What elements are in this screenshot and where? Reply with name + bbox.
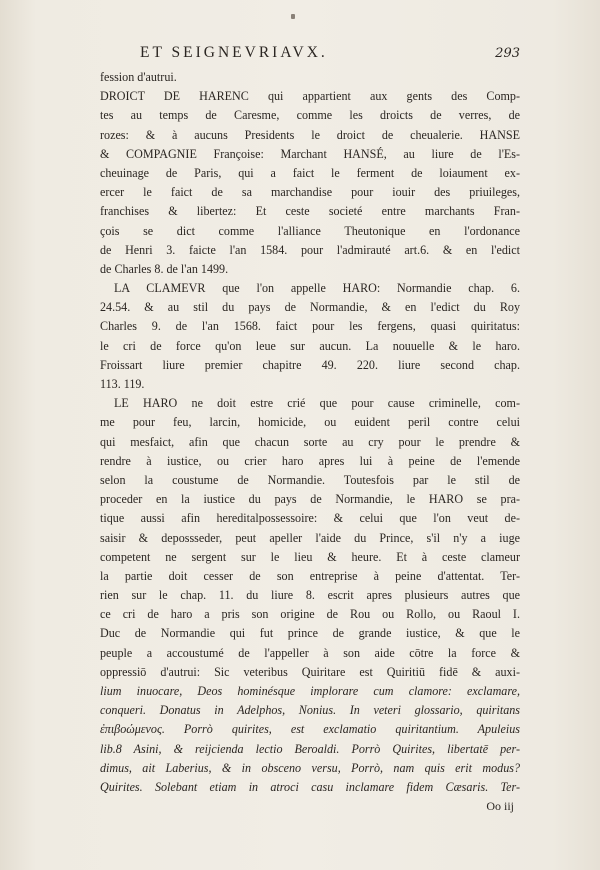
text-line: LE HARO ne doit estre crié que pour cause criminelle, com- [114,396,520,411]
text-line: proceder en la iustice du pays de Normandie, le HARO se pra- [100,492,520,507]
text-line: LA CLAMEVR que l'on appelle HARO: Normandie chap. 6. [114,281,520,296]
text-line: rendre à iustice, ou crier haro apres lui à peine de l'emende [100,453,520,468]
text-line: Duc de Normandie qui fut prince de grande iustice, & que le [100,626,520,641]
text-line: saisir & depossseder, peut apeller l'aide du Prince, s'il n'y a iuge [100,530,520,545]
text-line: Froissart liure premier chapitre 49. 220. liure second chap. [100,357,520,372]
text-line: fession d'autrui. [100,70,177,84]
text-line: qui mesfaict, afin que chacun sorte au cry pour le prendre & [100,434,520,449]
text-line: dimus, ait Laberius, & in obsceno versu, Porrò, nam quis erit modus? [100,760,520,775]
page-number: 293 [495,46,520,61]
text-line: cheuinage de Paris, qui a faict le ferment de loiaument ex- [100,165,520,180]
text-line: de Charles 8. de l'an 1499. [100,261,229,276]
ink-mark [291,14,295,19]
text-line: ercer le faict de sa marchandise pour iouir des priuileges, [100,185,520,200]
text-line: ἐπιβοώμενος. Porrò quirites, est exclamatio quiritantium. Apuleius [100,722,520,737]
running-head: ET SEIGNEVRIAVX. [140,44,328,61]
text-line: peuple a accoustumé de l'appeller à son aide cōtre la force & [100,645,520,660]
text-line: tique aussi afin hereditalpossessoire: & celui que l'on veut de- [100,511,520,526]
text-line: lib.8 Asini, & reijcienda lectio Beroaldi. Porrò Quirites, libertatē per- [100,741,520,756]
text-line: 113. 119. [100,377,145,391]
body-text [100,68,520,816]
text-line: Quirites. Solebant etiam in atroci casu inclamare fidem Cæsaris. Ter- [100,779,520,794]
text-line: DROICT DE HARENC qui appartient aux gents des Comp- [100,89,520,104]
page-header [100,44,520,68]
text-line: conqueri. Donatus in Adelphos, Nonius. In veteri glossario, quiritans [100,703,520,718]
text-line: oppressiō d'autrui: Sic veteribus Quiritare est Quiritiū fidē & auxi- [100,664,520,679]
text-line: competent ne sergent sur le lieu & heure. Et à ceste clameur [100,549,520,564]
text-line: de Henri 3. faicte l'an 1584. pour l'admirauté art.6. & en l'edict [100,242,520,257]
text-line: çois se dict comme l'alliance Theutonique en l'ordonance [100,223,520,238]
text-line: tes au temps de Caresme, comme les droicts de verres, de [100,108,520,123]
text-line: me pour feu, larcin, homicide, ou euident peril contre celui [100,415,520,430]
text-line: ce cri de haro a pris son origine de Rou ou Rollo, ou Raoul I. [100,607,520,622]
text-line: & COMPAGNIE Françoise: Marchant HANSÉ, au liure de l'Es- [100,146,520,161]
text-line: franchises & libertez: Et ceste societé entre marchants Fran- [100,204,520,219]
text-line: lium inuocare, Deos hominésque implorare cum clamore: exclamare, [100,684,520,698]
text-line: Charles 9. de l'an 1568. faict pour les fergens, quasi quiritatus: [100,319,520,334]
signature-mark: Oo iij [486,799,514,814]
text-line: selon la coustume de Normandie. Toutesfois par le stil de [100,472,520,487]
text-line: 24.54. & au stil du pays de Normandie, & en l'edict du Roy [100,300,520,315]
text-line: la partie doit cesser de son entreprise à peine d'attentat. Ter- [100,568,520,583]
text-line: le cri de force qu'on leue sur aucun. La nouuelle & le haro. [100,338,520,353]
text-line: rien sur le chap. 11. du liure 8. escrit apres plusieurs autres que [100,588,520,603]
text-line: rozes: & à aucuns Presidents le droict de cheualerie. HANSE [100,127,520,142]
